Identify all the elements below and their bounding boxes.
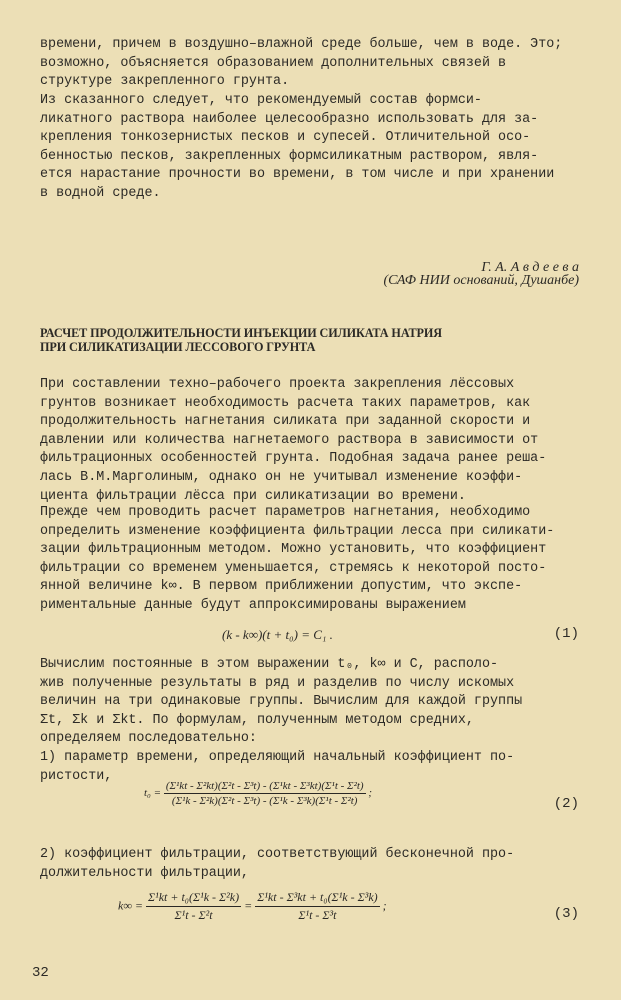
equation-3-tail: ;: [382, 898, 387, 913]
equation-3-numerator-a: Σ¹kt + t₀(Σ¹k - Σ²k): [146, 890, 241, 907]
equation-3-denominator-a: Σ¹t - Σ²t: [174, 908, 213, 922]
equation-3-number: (3): [553, 906, 579, 922]
equation-3-fraction-a: [146, 890, 241, 923]
equation-3: [118, 890, 387, 923]
article-title-line-1: РАСЧЕТ ПРОДОЛЖИТЕЛЬНОСТИ ИНЪЕКЦИИ СИЛИКАТА НАТРИЯ: [40, 326, 442, 340]
equation-3-fraction-b: [255, 890, 379, 923]
author-affiliation: (САФ НИИ оснований, Душанбе): [383, 273, 579, 288]
equation-2-tail: ;: [368, 787, 373, 800]
equation-3-numerator-b: Σ¹kt - Σ³kt + t₀(Σ¹k - Σ³k): [255, 890, 379, 907]
equation-2-numerator: (Σ¹kt - Σ²kt)(Σ²t - Σ³t) - (Σ¹kt - Σ³kt)(Σ¹t - Σ²t): [165, 780, 364, 792]
equation-3-denominator-b: Σ¹t - Σ³t: [298, 908, 337, 922]
equation-2-number: (2): [553, 796, 579, 812]
equation-1: (k - k∞)(t + t₀) = C₁ .: [222, 627, 333, 642]
author-name: Г. А. А в д е е в а: [481, 260, 579, 275]
article-paragraph-1: При составлении техно–рабочего проекта закрепления лёссовых грунтов возникает необходимость расчета таких параметров, как продолжительность нагнетания силиката при заданной скорости и давлении или количества нагнетаемого раствора в зависимости от фильтрационных особенностей грунта. Подобная задача ранее реша- лась В.М.Марголиным, однако он не учитывал изменение коэффи- циента фильтрации лёсса при силикатизации во времени.: [40, 377, 547, 504]
page-number: 32: [32, 965, 49, 981]
article-paragraph-2: Прежде чем проводить расчет параметров нагнетания, необходимо определить изменение коэффициента фильтрации лесса при силикати- зации фильтрационным методом. Можно установить, что коэффициент фильтрации со временем уменьшается, стремясь к некоторой посто- янной величине k∞. В первом приближении допустим, что экспе- риментальные данные будут аппроксимированы выражением: [40, 505, 555, 613]
equation-2-lhs: t₀ =: [144, 787, 162, 800]
top-paragraph-2: Из сказанного следует, что рекомендуемый состав формси- ликатного раствора наиболее целесообразно использовать для за- крепления тонкозернистых песков и супесей. Отличительной осо- бенностью песков, закрепленных формсиликатным раствором, явля- ется нарастание прочности во времени, в том числе и при хранении в водной среде.: [40, 93, 555, 201]
top-paragraph-1: времени, причем в воздушно–влажной среде больше, чем в воде. Это; возможно, объясняется образованием дополнительных связей в структуре закрепленного грунта.: [40, 37, 563, 90]
equation-2: [144, 780, 372, 807]
equation-1-number: (1): [553, 626, 579, 642]
equation-2-denominator: (Σ¹k - Σ²k)(Σ²t - Σ³t) - (Σ¹k - Σ³k)(Σ¹t - Σ²t): [171, 795, 358, 807]
article-paragraph-4: 2) коэффициент фильтрации, соответствующий бесконечной про- должительности фильтрации,: [40, 847, 515, 881]
equation-3-lhs: k∞ =: [118, 898, 143, 913]
equation-3-equals: =: [244, 898, 253, 913]
article-paragraph-3: Вычислим постоянные в этом выражении t₀, k∞ и C, располо- жив полученные результаты в ряд и разделив по числу искомых величин на три одинаковые группы. Вычислим для каждой группы Σt, Σk и Σkt. По формулам, полученным методом средних, определяем последовательно: 1) параметр времени, определяющий начальный коэффициент по- ристости,: [40, 657, 523, 784]
article-title-line-2: ПРИ СИЛИКАТИЗАЦИИ ЛЕССОВОГО ГРУНТА: [40, 340, 316, 354]
equation-2-fraction: [164, 780, 366, 807]
